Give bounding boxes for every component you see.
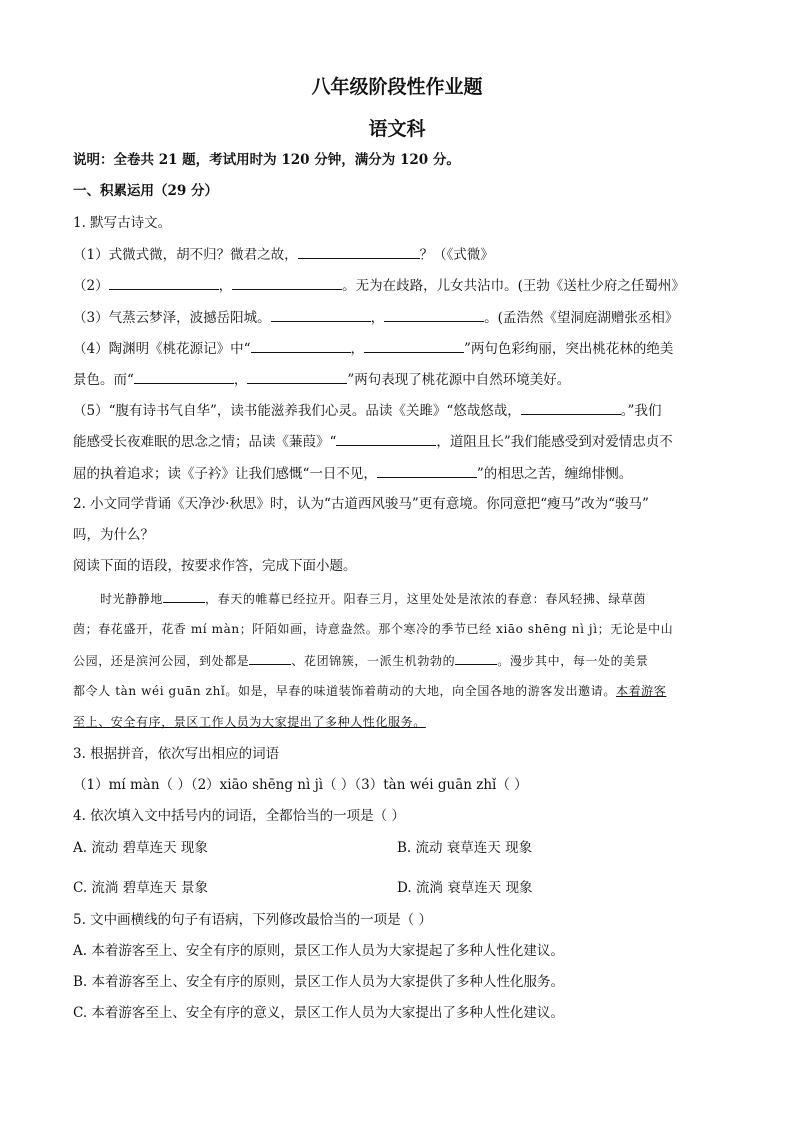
q1-item-5 [73, 400, 734, 421]
passage-text: 公园，还是滨河公园，到处都是 [73, 654, 250, 668]
q1-item-5-text-f: ”的相思之苦，缠绵悱恻。 [476, 466, 633, 482]
q1-item-5-text-a: （5）“腹有诗书气自华”，读书能滋养我们心灵。品读《关雎》“悠哉悠哉， [73, 403, 521, 419]
answer-blank[interactable] [364, 338, 464, 353]
underlined-sentence: 本着游客 [615, 684, 667, 698]
passage-text: 。漫步其中，每一处的美景 [497, 654, 649, 668]
q1-item-2 [73, 275, 734, 296]
q4-option-a[interactable]: A. 流动 碧草连天 现象 [73, 840, 208, 856]
answer-blank[interactable] [384, 307, 484, 322]
q1-item-4-text-e: ， [233, 372, 248, 388]
q1-item-4-text-d: 景色。而“ [73, 372, 134, 388]
q1-item-3-text-a: （3）气蒸云梦泽，波撼岳阳城。 [73, 310, 271, 326]
answer-blank[interactable] [134, 369, 234, 384]
answer-blank[interactable] [109, 275, 219, 290]
q1-item-1-text-b: ？（《式微》 [419, 247, 494, 263]
exam-title: 八年级阶段性作业题 [311, 76, 483, 98]
q5-option-c[interactable]: C. 本着游客至上、安全有序的意义，景区工作人员为大家提出了多种人性化建议。 [73, 1005, 564, 1021]
answer-blank[interactable] [377, 463, 477, 478]
q1-item-2-text-c: 。无为在歧路，儿女共沾巾。(王勃《送杜少府之任蜀州》 [342, 278, 685, 294]
q1-item-5-cont-1 [73, 431, 734, 452]
q5-label: 5. 文中画横线的句子有语病，下列修改最恰当的一项是（ ） [73, 912, 432, 928]
q1-item-4-text-c: ”两句色彩绚丽，突出桃花林的绝美 [464, 341, 674, 357]
q3-items: （1）mí màn（ ）（2）xiāo shēng nì jì（ ）（3）tàn wéi guān zhǐ（ ） [73, 777, 528, 793]
answer-blank[interactable] [247, 369, 347, 384]
answer-blank[interactable] [336, 431, 436, 446]
q4-option-d[interactable]: D. 流淌 衰草连天 现象 [397, 880, 533, 896]
q1-item-4 [73, 338, 734, 359]
section-heading: 一、积累运用（29 分） [73, 183, 218, 199]
q1-item-5-text-e: 屈的执着追求；读《子衿》让我们感慨“一日不见， [73, 466, 377, 482]
q4-label: 4. 依次填入文中括号内的词语，全都恰当的一项是（ ） [73, 808, 405, 824]
passage-text: 时光静静地 [100, 592, 164, 606]
q1-item-1 [73, 244, 734, 265]
q1-item-5-cont-2 [73, 463, 734, 484]
q4-option-b[interactable]: B. 流动 衰草连天 现象 [397, 840, 533, 856]
q1-item-2-text-b: ， [218, 278, 233, 294]
q1-item-4-cont [73, 369, 734, 390]
q2-line-1: 2. 小文同学背诵《天净沙·秋思》时，认为“古道西风骏马”更有意境。你同意把“瘦马”改为“骏马” [73, 496, 649, 512]
passage-text: 、花团锦簇，一派生机勃勃的 [291, 654, 456, 668]
reading-intro: 阅读下面的语段，按要求作答，完成下面小题。 [73, 558, 357, 574]
answer-blank[interactable] [251, 338, 351, 353]
q4-option-c[interactable]: C. 流淌 碧草连天 景象 [73, 880, 209, 896]
q1-item-5-text-c: 能感受长夜难眠的思念之情；品读《蒹葭》“ [73, 434, 337, 450]
q5-option-a[interactable]: A. 本着游客至上、安全有序的原则，景区工作人员为大家提起了多种人性化建议。 [73, 943, 564, 959]
passage-blank[interactable] [249, 650, 291, 665]
passage-line-5 [73, 712, 734, 732]
q1-item-5-text-b: 。”我们 [620, 403, 662, 419]
answer-blank[interactable] [271, 307, 371, 322]
passage-line-3 [73, 650, 734, 671]
q1-item-4-text-f: ”两句表现了桃花源中自然环境美好。 [347, 372, 571, 388]
passage-text: 都令人 tàn wéi guān zhǐ。如是，早春的味道装饰着萌动的大地，向全国各地的游客发出邀请。 [73, 684, 616, 698]
q1-item-1-text-a: （1）式微式微，胡不归？微君之故， [73, 247, 298, 263]
passage-blank[interactable] [163, 588, 205, 603]
passage-line-4 [73, 681, 734, 701]
answer-blank[interactable] [232, 275, 342, 290]
answer-blank[interactable] [298, 244, 420, 259]
q1-item-3 [73, 307, 734, 328]
underlined-sentence: 至上、安全有序，景区工作人员为大家提出了多种人性化服务。 [73, 715, 426, 729]
q1-item-5-text-d: ，道阻且长”我们能感受到对爱情忠贞不 [436, 434, 673, 450]
q1-item-3-text-b: ， [370, 310, 385, 326]
passage-line-2: 茵；春花盛开，花香 mí màn；阡陌如画，诗意盎然。那个寒冷的季节已经 xiāo shēng nì jì；无论是中山 [73, 622, 674, 636]
q1-item-4-text-a: （4）陶渊明《桃花源记》中“ [73, 341, 251, 357]
q1-item-4-text-b: ， [350, 341, 364, 357]
q3-label: 3. 根据拼音，依次写出相应的词语 [73, 746, 280, 762]
answer-blank[interactable] [521, 400, 621, 415]
q1-label: 1. 默写古诗文。 [73, 215, 172, 231]
q5-option-b[interactable]: B. 本着游客至上、安全有序的原则，景区工作人员为大家提供了多种人性化服务。 [73, 974, 565, 990]
subject-title: 语文科 [368, 118, 426, 140]
passage-blank[interactable] [455, 650, 497, 665]
q1-item-2-text-a: （2） [73, 278, 109, 294]
passage-text: ，春天的帷幕已经拉开。阳春三月，这里处处是浓浓的春意：春风轻拂、绿草茵 [205, 592, 647, 606]
q2-line-2: 吗，为什么？ [73, 527, 154, 543]
exam-note: 说明：全卷共 21 题，考试用时为 120 分钟，满分为 120 分。 [73, 152, 460, 168]
passage-line-1 [100, 588, 734, 609]
q1-item-3-text-c: 。(孟浩然《望洞庭湖赠张丞相》 [484, 310, 679, 326]
